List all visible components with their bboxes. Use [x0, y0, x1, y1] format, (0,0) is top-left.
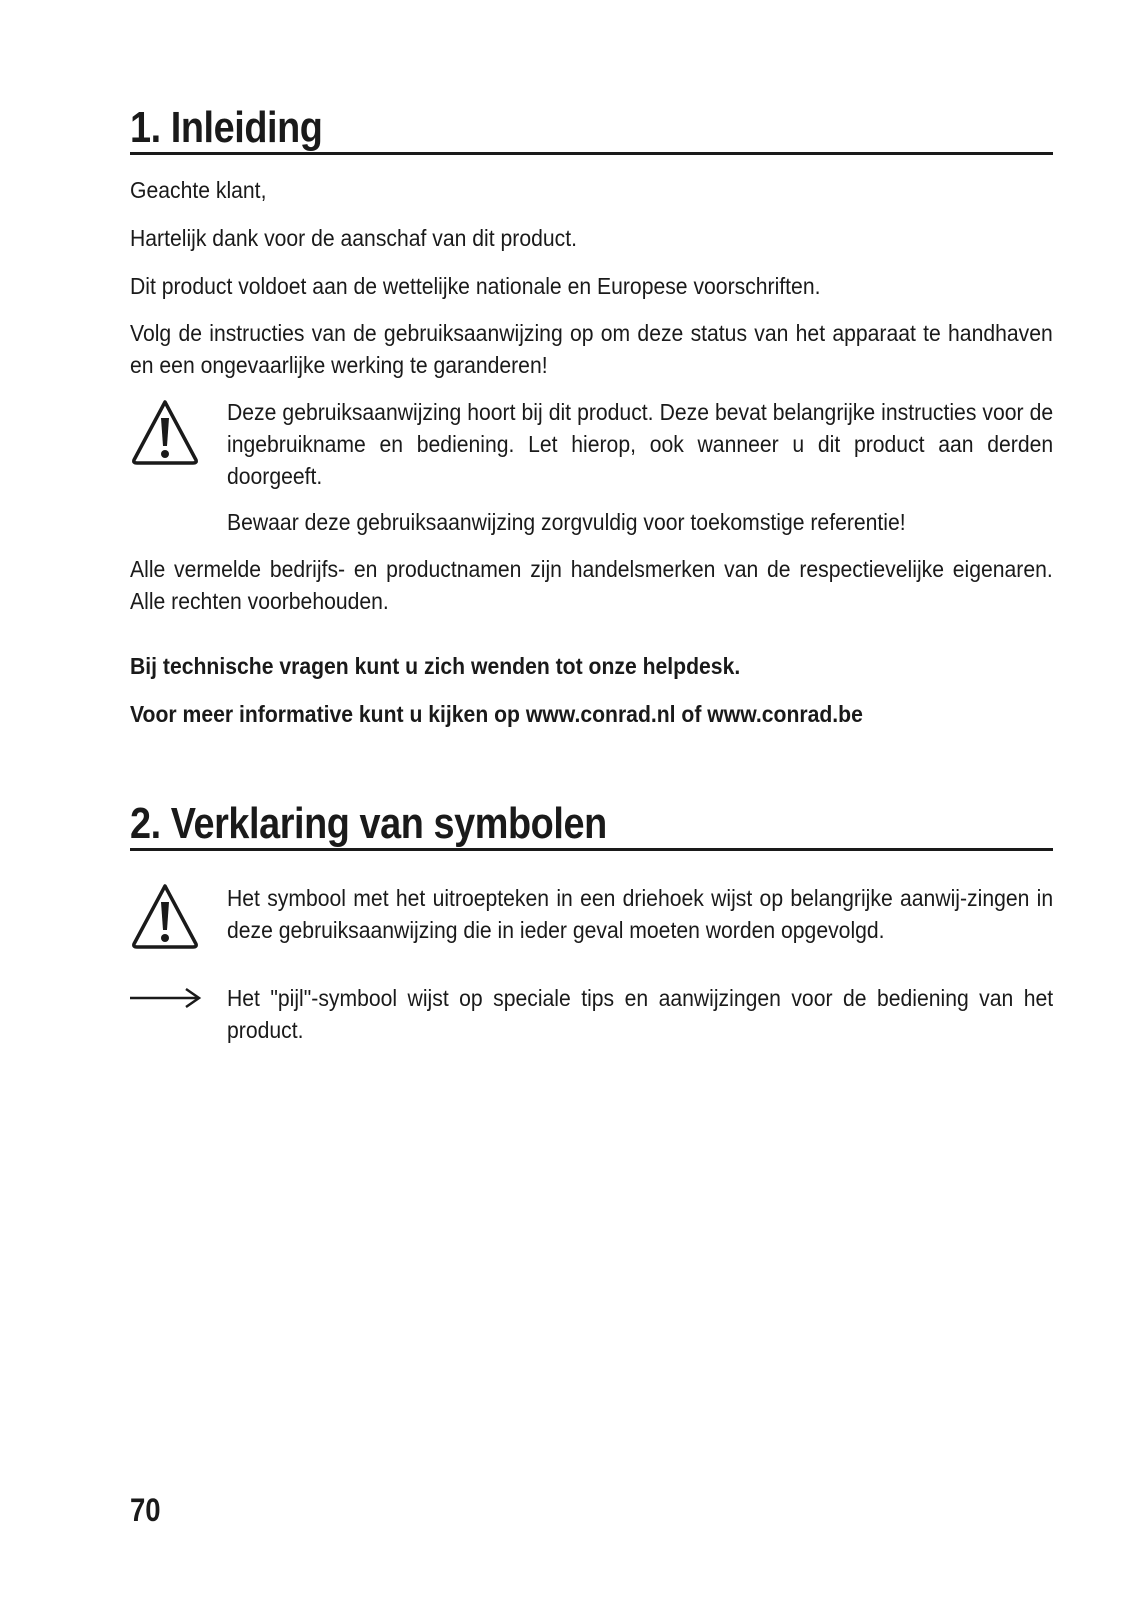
more-info-text: Voor meer informative kunt u kijken op www.conrad.nl of www.conrad.be [130, 701, 863, 727]
section-2-rule [130, 848, 1053, 851]
warning-triangle-icon [130, 882, 200, 950]
manual-page [130, 0, 1053, 1600]
warning-symbol-description: Het symbool met het uitroepteken in een driehoek wijst op belangrijke aanwij-zingen in deze gebruiksaanwijzing die in ieder geval moeten worden opgevolgd. [227, 885, 1054, 943]
greeting: Geachte klant, [130, 177, 267, 203]
section-1-heading: 1. Inleiding [130, 103, 323, 152]
keep-manual-text: Bewaar deze gebruiksaanwijzing zorgvuldig voor toekomstige referentie! [227, 509, 906, 535]
section-2-heading: 2. Verklaring van symbolen [130, 799, 607, 848]
page-number: 70 [130, 1492, 161, 1528]
warning-triangle-icon [130, 398, 200, 466]
warning-text: Deze gebruiksaanwijzing hoort bij dit product. Deze bevat belangrijke instructies voor de ingebruikname en bediening. Let hierop, ook wanneer u dit product aan derden doorgeeft. [227, 399, 1054, 489]
follow-instructions-text: Volg de instructies van de gebruiksaanwijzing op om deze status van het apparaat te handhaven en een ongevaarlijke werking te garanderen! [130, 320, 1053, 378]
compliance-text: Dit product voldoet aan de wettelijke nationale en Europese voorschriften. [130, 273, 821, 299]
section-1-rule [130, 152, 1053, 155]
arrow-symbol-description: Het "pijl"-symbool wijst op speciale tips en aanwijzingen voor de bediening van het product. [227, 985, 1054, 1043]
arrow-right-icon [130, 986, 202, 1010]
trademarks-text: Alle vermelde bedrijfs- en productnamen zijn handelsmerken van de respectievelijke eigenaren. Alle rechten voorbehouden. [130, 556, 1053, 614]
helpdesk-text: Bij technische vragen kunt u zich wenden tot onze helpdesk. [130, 653, 741, 679]
thanks-text: Hartelijk dank voor de aanschaf van dit product. [130, 225, 577, 251]
